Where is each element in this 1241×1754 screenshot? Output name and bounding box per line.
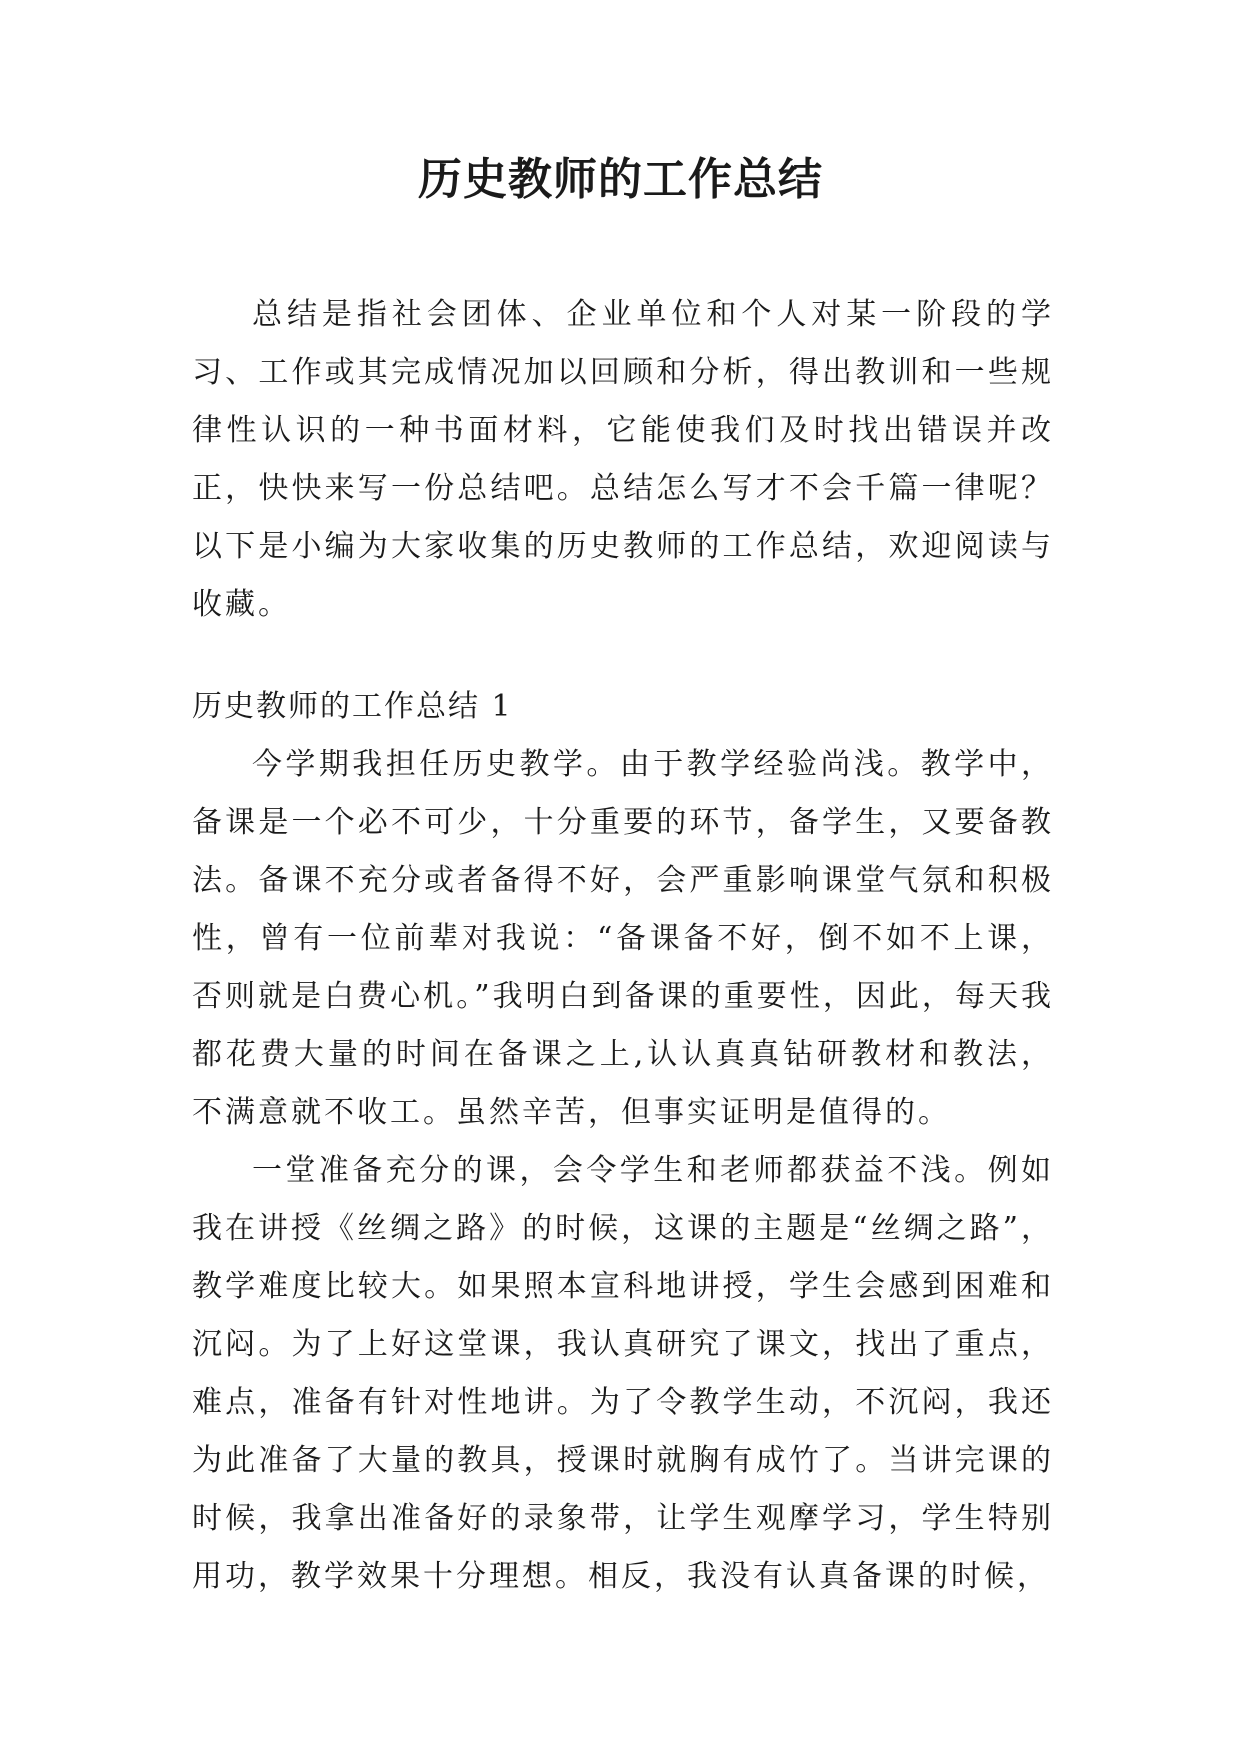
section-heading: 历史教师的工作总结 1	[192, 689, 513, 724]
document-title: 历史教师的工作总结	[418, 154, 823, 205]
body-paragraph: 今学期我担任历史教学。由于教学经验尚浅。教学中，备课是一个必不可少，十分重要的环节，备学生，又要备教法。备课不充分或者备得不好，会严重影响课堂气氛和积极性，曾有一位前辈对我说：“备课备不好，倒不如不上课，否则就是白费心机。”我明白到备课的重要性，因此，每天我都花费大量的时间在备课之上,认认真真钻研教材和教法，不满意就不收工。虽然辛苦，但事实证明是值得的。	[192, 747, 1054, 1130]
document-body	[192, 286, 1054, 1606]
body-paragraph: 一堂准备充分的课，会令学生和老师都获益不浅。例如我在讲授《丝绸之路》的时候，这课的主题是“丝绸之路”，教学难度比较大。如果照本宣科地讲授，学生会感到困难和沉闷。为了上好这堂课，我认真研究了课文，找出了重点，难点，准备有针对性地讲。为了令教学生动，不沉闷，我还为此准备了大量的教具，授课时就胸有成竹了。当讲完课的时候，我拿出准备好的录象带，让学生观摩学习，学生特别用功，教学效果十分理想。相反，我没有认真备课的时候，	[192, 1153, 1054, 1594]
intro-paragraph: 总结是指社会团体、企业单位和个人对某一阶段的学习、工作或其完成情况加以回顾和分析，得出教训和一些规律性认识的一种书面材料，它能使我们及时找出错误并改正，快快来写一份总结吧。总结怎么写才不会千篇一律呢？以下是小编为大家收集的历史教师的工作总结，欢迎阅读与收藏。	[192, 297, 1054, 622]
